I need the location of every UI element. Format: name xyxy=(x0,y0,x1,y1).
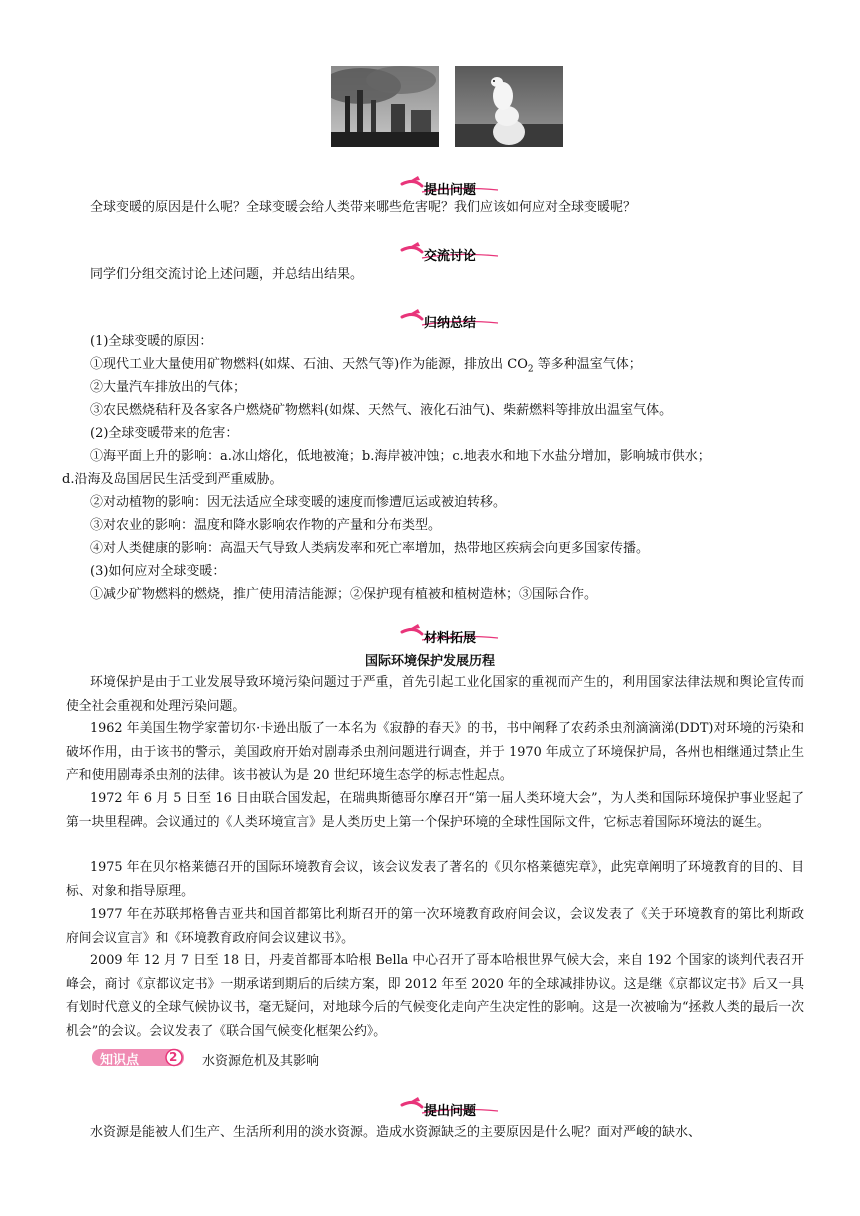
section-header-material xyxy=(400,620,500,646)
section-title: 提出问题 xyxy=(424,1104,477,1119)
material-title: 国际环境保护发展历程 xyxy=(364,654,495,669)
factory-pollution-photo xyxy=(331,66,439,147)
summary-harm-2: ②对动植物的影响：因无法适应全球变暖的速度而惨遭厄运或被迫转移。 xyxy=(90,495,507,510)
summary-heading-harms: (2)全球变暖带来的危害： xyxy=(90,426,239,441)
summary-cause-1-tail: 等多种温室气体； xyxy=(533,357,642,372)
discussion-text: 同学们分组交流讨论上述问题，并总结出结果。 xyxy=(90,267,364,282)
material-paragraph-6: 2009 年 12 月 7 日至 18 日，丹麦首都哥本哈根 Bella 中心召开了哥本哈根世界气候大会，来自 192 个国家的谈判代表召开峰会，商讨《京都议定书》一期承诺到期后的后续方案，即 2012 年至 2020 年的全球减排协议。这是继《京都议定书》后又一具有划时代意义的全球气候协议书，毫无疑问，对地球今后的气候变化走向产生决定性的影响。这是一次被喻为“拯救人类的最后一次机会”的会议。会议发表了《联合国气候变化框架公约》。 xyxy=(66,953,804,1039)
section-header-raise-question-2 xyxy=(400,1093,500,1119)
summary-cause-1-text: ①现代工业大量使用矿物燃料(如煤、石油、天然气等)作为能源，排放出 CO xyxy=(90,357,528,372)
knowledge-point-title: 水资源危机及其影响 xyxy=(202,1054,320,1069)
material-paragraph-1: 环境保护是由于工业发展导致环境污染问题过于严重，首先引起工业化国家的重视而产生的，利用国家法律法规和舆论宣传而使全社会重视和处理污染问题。 xyxy=(66,675,804,714)
section-title: 提出问题 xyxy=(424,183,477,198)
summary-harm-1b: d.沿海及岛国居民生活受到严重威胁。 xyxy=(62,472,283,487)
material-paragraph-3: 1972 年 6 月 5 日至 16 日由联合国发起，在瑞典斯德哥尔摩召开“第一届人类环境大会”，为人类和国际环境保护事业竖起了第一块里程碑。会议通过的《人类环境宣言》是人类历史上第一个保护环境的全球性国际文件，它标志着国际环境法的诞生。 xyxy=(66,791,804,830)
summary-cause-1 xyxy=(66,356,804,379)
section-title: 归纳总结 xyxy=(424,316,477,331)
section-title: 交流讨论 xyxy=(424,249,477,264)
co2-subscript: 2 xyxy=(527,364,534,375)
summary-response: ①减少矿物燃料的燃烧，推广使用清洁能源；②保护现有植被和植树造林；③国际合作。 xyxy=(90,587,598,602)
summary-cause-2: ②大量汽车排放出的气体； xyxy=(90,380,247,395)
summary-cause-3: ③农民燃烧秸秆及各家各户燃烧矿物燃料(如煤、天然气、液化石油气)、柴薪燃料等排放出温室气体。 xyxy=(90,403,673,418)
summary-harm-1a: ①海平面上升的影响：a.冰山熔化，低地被淹；b.海岸被冲蚀；c.地表水和地下水盐分增加，影响城市供水； xyxy=(90,449,711,464)
summary-heading-causes: (1)全球变暖的原因： xyxy=(90,334,213,349)
section-header-raise-question xyxy=(400,172,500,198)
summary-harm-3: ③对农业的影响：温度和降水影响农作物的产量和分布类型。 xyxy=(90,518,442,533)
material-paragraph-4: 1975 年在贝尔格莱德召开的国际环境教育会议，该会议发表了著名的《贝尔格莱德宪章》，此宪章阐明了环境教育的目的、目标、对象和指导原理。 xyxy=(66,860,804,899)
section-title: 材料拓展 xyxy=(424,631,477,646)
knowledge-point-badge xyxy=(92,1048,187,1067)
summary-harm-4: ④对人类健康的影响：高温天气导致人类病发率和死亡率增加，热带地区疾病会向更多国家传播。 xyxy=(90,541,650,556)
knowledge-point-number: 2 xyxy=(169,1050,178,1064)
polar-bear-photo xyxy=(455,66,563,147)
summary-heading-response: (3)如何应对全球变暖： xyxy=(90,564,226,579)
section-header-discussion xyxy=(400,238,500,264)
question-text: 全球变暖的原因是什么呢？全球变暖会给人类带来哪些危害呢？我们应该如何应对全球变暖呢？ xyxy=(90,200,637,215)
material-paragraph-2: 1962 年美国生物学家蕾切尔·卡逊出版了一本名为《寂静的春天》的书，书中阐释了农药杀虫剂滴滴涕(DDT)对环境的污染和破坏作用，由于该书的警示，美国政府开始对剧毒杀虫剂问题进行调查，并于 1970 年成立了环境保护局，各州也相继通过禁止生产和使用剧毒杀虫剂的法律。该书被认为是 20 世纪环境生态学的标志性起点。 xyxy=(66,721,804,783)
material-paragraph-5: 1977 年在苏联邦格鲁吉亚共和国首都第比利斯召开的第一次环境教育政府间会议，会议发表了《关于环境教育的第比利斯政府间会议宣言》和《环境教育政府间会议建议书》。 xyxy=(66,907,804,946)
knowledge-point-label: 知识点 xyxy=(100,1053,140,1068)
water-question-text: 水资源是能被人们生产、生活所利用的淡水资源。造成水资源缺乏的主要原因是什么呢？面对严峻的缺水、 xyxy=(90,1125,702,1140)
section-header-summary xyxy=(400,305,500,331)
